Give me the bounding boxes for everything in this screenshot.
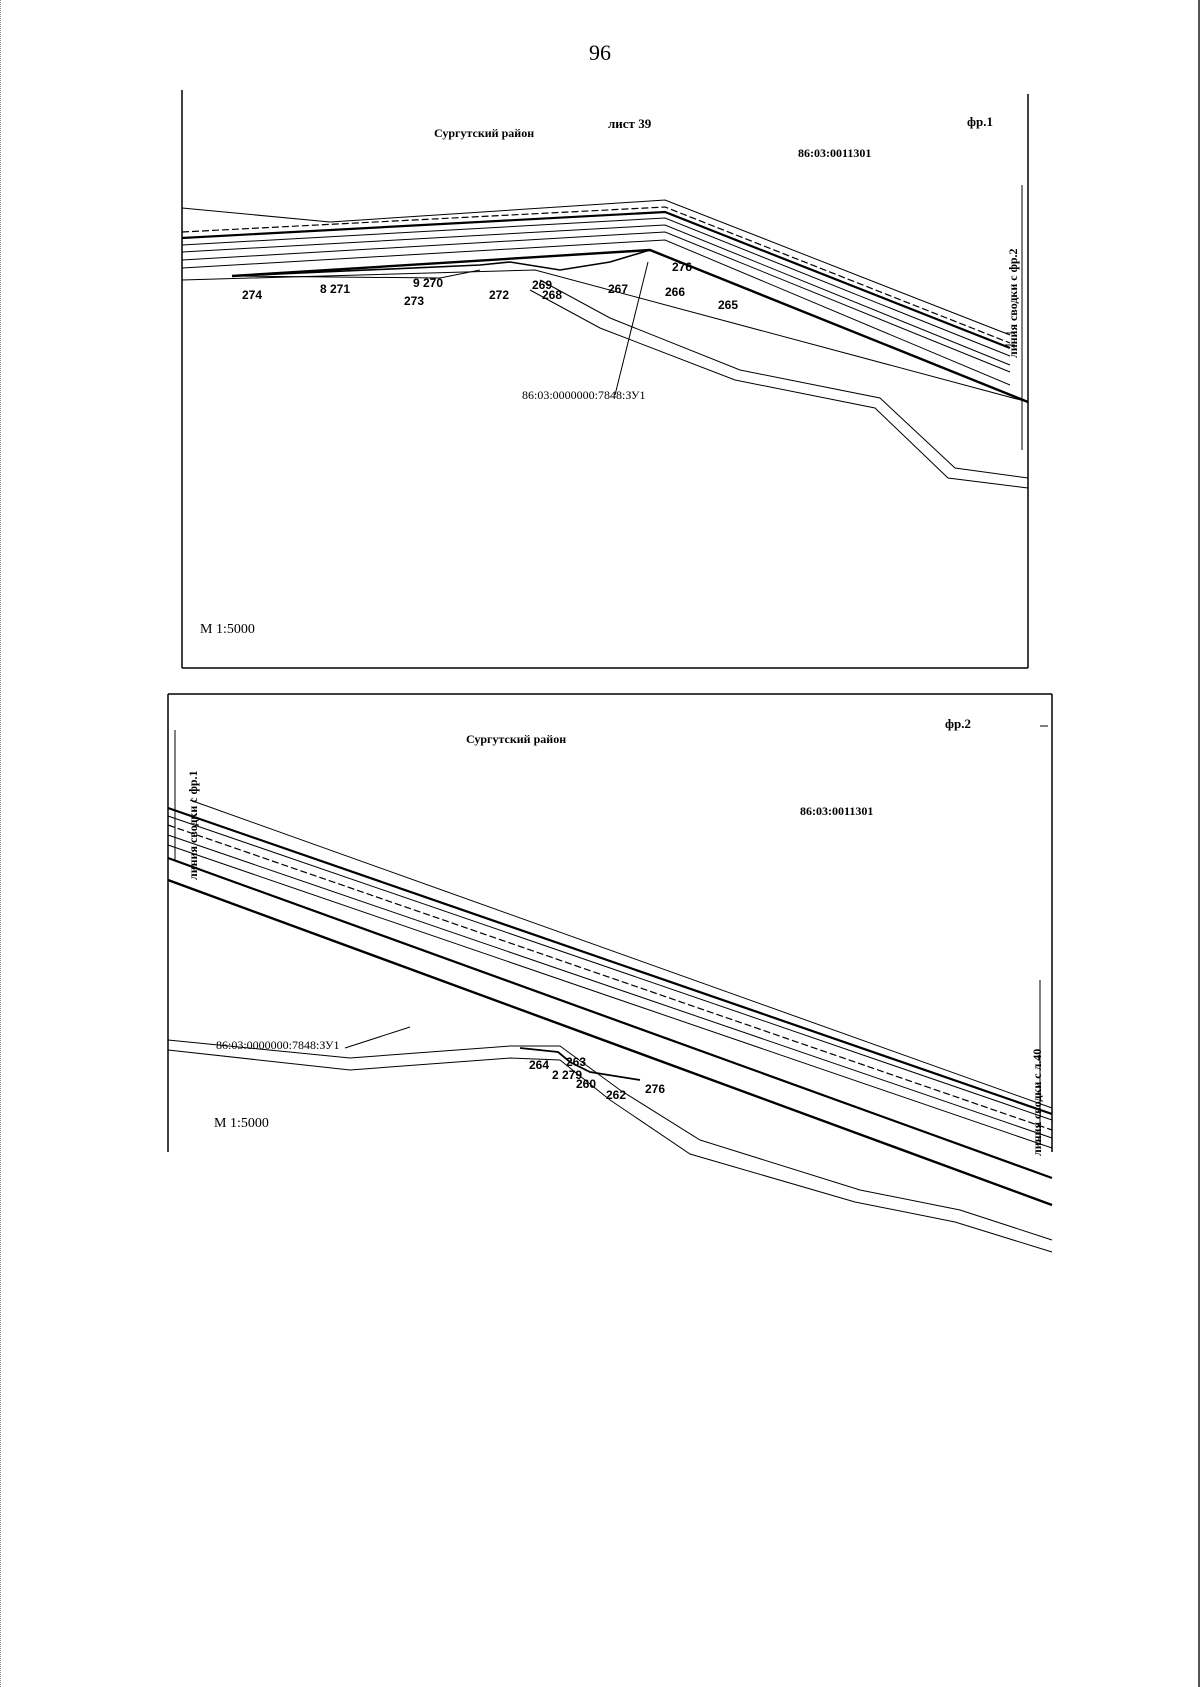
point-label: 264 — [529, 1058, 550, 1072]
parcel-label: 86:03:0000000:7848:ЗУ1 — [522, 388, 646, 402]
point-label: 8 271 — [320, 282, 351, 296]
point-label: 272 — [489, 288, 510, 302]
scale-label: М 1:5000 — [200, 622, 255, 637]
point-label: 9 270 — [413, 276, 444, 290]
point-label: 276 — [645, 1082, 666, 1096]
point-label: 274 — [242, 288, 263, 302]
point-label: 260 — [576, 1077, 597, 1091]
point-label: 273 — [404, 294, 425, 308]
point-label: 265 — [718, 298, 739, 312]
point-label: 2 279 — [552, 1068, 583, 1082]
scale-label: М 1:5000 — [214, 1116, 269, 1131]
fragment-2-drawing — [0, 680, 1200, 1160]
fragment-label: фр.1 — [967, 114, 993, 129]
map-fragment-1 — [0, 0, 1200, 680]
point-label: 263 — [566, 1055, 587, 1069]
district-label: Сургутский район — [434, 126, 535, 140]
cadastral-block-label: 86:03:0011301 — [800, 804, 874, 818]
junction-label-right: линия сводки с л.40 — [1030, 1048, 1044, 1156]
page-number: 96 — [589, 40, 611, 65]
point-label: 262 — [606, 1088, 627, 1102]
point-label: 269 — [532, 278, 553, 292]
sheet-label: лист 39 — [608, 116, 652, 131]
district-label: Сургутский район — [466, 732, 567, 746]
junction-label-left: линия сводки с фр.1 — [186, 770, 200, 880]
point-label: 267 — [608, 282, 629, 296]
point-label: 276 — [672, 260, 693, 274]
cadastral-block-label: 86:03:0011301 — [798, 146, 872, 160]
map-fragment-2 — [0, 680, 1200, 1160]
parcel-label: 86:03:0000000:7848:ЗУ1 — [216, 1038, 340, 1052]
junction-label: линия сводки с фр.2 — [1006, 248, 1020, 358]
fragment-label: фр.2 — [945, 716, 971, 731]
point-label: 266 — [665, 285, 686, 299]
point-label: 268 — [542, 288, 563, 302]
